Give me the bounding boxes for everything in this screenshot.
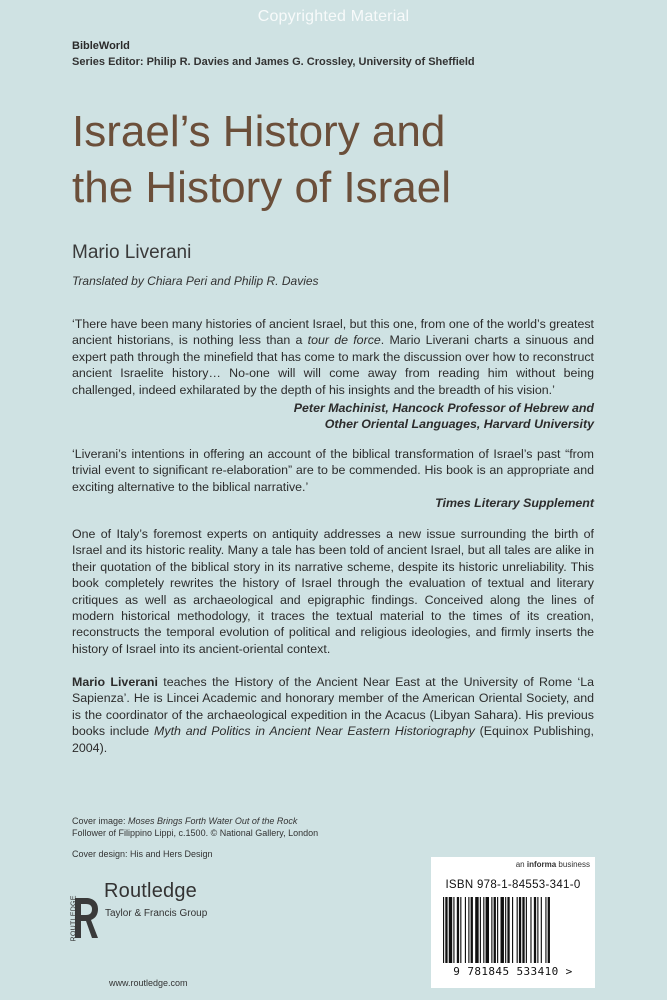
barcode-bar bbox=[494, 897, 496, 963]
publisher-group: Taylor & Francis Group bbox=[105, 908, 208, 919]
barcode-bar bbox=[483, 897, 484, 963]
barcode-panel bbox=[431, 857, 595, 988]
barcode-bar bbox=[541, 897, 542, 963]
barcode-digits: 9 781845 533410 > bbox=[453, 965, 573, 978]
barcode-bar bbox=[443, 897, 444, 963]
quote-1-attribution-line1: Peter Machinist, Hancock Professor of Hebrew and bbox=[293, 401, 594, 415]
cover-design-credit: Cover design: His and Hers Design bbox=[72, 849, 213, 859]
cover-image-label: Cover image: bbox=[72, 816, 129, 826]
barcode-bar bbox=[512, 897, 513, 963]
informa-prefix: an bbox=[515, 860, 527, 869]
informa-brand: informa bbox=[526, 860, 557, 869]
cover-image-source: Follower of Filippino Lippi, c.1500. © National Gallery, London bbox=[72, 828, 319, 838]
cover-image-credit bbox=[72, 815, 297, 827]
book-title bbox=[72, 104, 632, 216]
author-name: Mario Liverani bbox=[72, 242, 192, 263]
isbn-number: ISBN 978-1-84553-341-0 bbox=[445, 879, 581, 891]
review-quote-2: ‘Liverani’s intentions in offering an account of the biblical transformation of Israel’s past “from trivial event to significant re-elaboration” are to be commended. His book is an appropriate and exciting alternative to the biblical narrative.’ bbox=[72, 447, 594, 494]
quote-2-attribution: Times Literary Supplement bbox=[435, 496, 594, 510]
publisher-website[interactable]: www.routledge.com bbox=[109, 978, 188, 988]
barcode-bar bbox=[465, 897, 466, 963]
bio-author-name: Mario Liverani bbox=[72, 675, 158, 689]
series-editor: Series Editor: Philip R. Davies and James G. Crossley, University of Sheffield bbox=[72, 56, 475, 68]
informa-suffix: business bbox=[556, 860, 590, 869]
quote-1-attribution-line2: Other Oriental Languages, Harvard University bbox=[324, 417, 594, 432]
barcode-bar bbox=[530, 897, 531, 963]
publisher-vertical-text: ROUTLEDGE bbox=[70, 895, 78, 942]
review-quote-1 bbox=[72, 316, 594, 398]
cover-image-title: Moses Brings Forth Water Out of the Rock bbox=[128, 816, 298, 826]
quote-1-text-before: ‘There have been many histories of ancient Israel, but this one, from one of the world’s greatest ancient historians, is nothing less than a bbox=[72, 317, 594, 348]
barcode-bar bbox=[491, 897, 492, 963]
barcode-bar bbox=[486, 897, 489, 963]
barcode-bar bbox=[497, 897, 498, 963]
informa-business bbox=[516, 860, 590, 869]
barcode-bar bbox=[522, 897, 524, 963]
translators: Translated by Chiara Peri and Philip R. Davies bbox=[72, 274, 319, 288]
bio-book-title: Myth and Politics in Ancient Near Eastern Historiography bbox=[154, 724, 475, 739]
book-title-line2: the History of Israel bbox=[72, 163, 452, 212]
barcode-bar bbox=[471, 897, 473, 963]
quote-1-emphasis: tour de force bbox=[307, 333, 381, 348]
barcode-bar bbox=[468, 897, 469, 963]
barcode-bar bbox=[519, 897, 521, 963]
bio-text-before: teaches the History of the Ancient Near East at the University of Rome ‘La Sapienza’. He is Lincei Academic and honorary member of the American Oriental Society, and is the coordinator of the archaeological expedition in the Acacus (Libyan Sahara). His previous books include bbox=[72, 675, 594, 739]
book-description: One of Italy’s foremost experts on antiquity addresses a new issue surrounding the birth of Israel and its historic reality. Many a tale has been told of ancient Israel, but all tales are alike in their quotation of the biblical story in its narrative scheme, despite its historic unreliability. This book completely rewrites the history of Israel through the evaluation of textual and literary critiques as well as archaeological and epigraphic findings. Conceived along the lines of modern historical methodology, it traces the textual material to the times of its creation, reconstructs the temporal evolution of political and religious ideologies, and firmly inserts the history of Israel into its ancient-oriental context. bbox=[72, 527, 594, 656]
barcode-bar bbox=[537, 897, 538, 963]
author-bio bbox=[72, 674, 594, 756]
barcode-bar bbox=[548, 897, 550, 963]
barcode-bar bbox=[505, 897, 506, 963]
quote-1-text-after: . Mario Liverani charts a sinuous and expert path through the minefield that has come to mark the discussion over how to reconstruct ancient Israelite history… No-one will will come away from reading him without being challenged, indeed exhilarated by the depth of his insights and the breadth of his vision.’ bbox=[72, 333, 594, 397]
series-name: BibleWorld bbox=[72, 40, 130, 52]
barcode-bar bbox=[449, 897, 452, 963]
book-title-line1: Israel’s History and bbox=[72, 107, 446, 156]
barcode-bar bbox=[475, 897, 478, 963]
barcode-bar bbox=[445, 897, 447, 963]
barcode-bar bbox=[460, 897, 461, 963]
barcode-bar bbox=[534, 897, 536, 963]
barcode-bar bbox=[457, 897, 459, 963]
barcode-icon bbox=[441, 897, 585, 965]
barcode-bar bbox=[501, 897, 504, 963]
bio-text-after: (Equinox Publishing, 2004). bbox=[72, 724, 594, 755]
barcode-bar bbox=[526, 897, 527, 963]
copyright-watermark: Copyrighted Material bbox=[257, 8, 410, 25]
barcode-bar bbox=[480, 897, 481, 963]
barcode-bar bbox=[507, 897, 509, 963]
publisher-name: Routledge bbox=[104, 880, 197, 902]
barcode-bar bbox=[453, 897, 454, 963]
series-info bbox=[72, 38, 475, 70]
barcode-bar bbox=[545, 897, 546, 963]
quote-1-attribution bbox=[294, 400, 594, 433]
barcode-bar bbox=[517, 897, 518, 963]
